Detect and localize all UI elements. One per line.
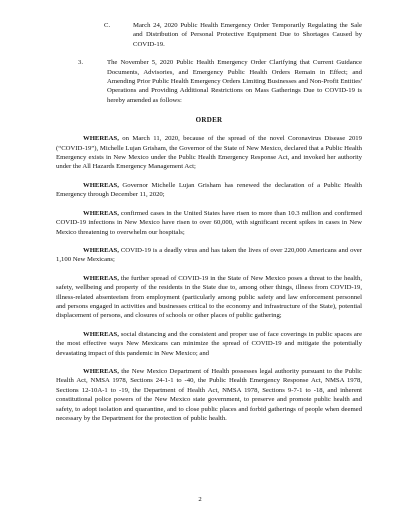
whereas-paragraph (56, 209, 362, 237)
list-item-3 (56, 58, 362, 105)
whereas-text: confirmed cases in the United States have risen to more than 10.3 million and confirmed COVID-19 infections in New Mexico have risen to over 60,000, with significant recent spikes in cases in New Mexico threatening to overwhelm our hospitals; (56, 209, 362, 236)
whereas-text: the New Mexico Department of Health possesses legal authority pursuant to the Public Health Act, NMSA 1978, Sections 24-1-1 to -40, the Public Health Emergency Response Act, NMSA 1978, Sections 12-10A-1 to -19, the Department of Health Act, NMSA 1978, Sections 9-7-1 to -18, and inherent constitutional police powers of the New Mexico state government, to preserve and promote public health and safety, to adopt isolation and quarantine, and to close public places and forbid gatherings of people when deemed necessary by the Department for the protection of public health. (56, 367, 362, 422)
list-item-number: 3. (77, 59, 83, 67)
whereas-lead: WHEREAS, (83, 367, 119, 375)
whereas-paragraph (56, 274, 362, 321)
page-number: 2 (198, 496, 202, 503)
whereas-text: COVID-19 is a deadly virus and has taken the lives of over 220,000 Americans and over 1,100 New Mexicans; (56, 246, 362, 264)
whereas-paragraph (56, 367, 362, 423)
whereas-lead: WHEREAS, (83, 274, 119, 282)
whereas-text: Governor Michelle Lujan Grisham has renewed the declaration of a Public Health Emergency through December 11, 2020; (56, 181, 363, 199)
whereas-lead: WHEREAS, (83, 246, 119, 254)
whereas-text: the further spread of COVID-19 in the State of New Mexico poses a threat to the health, safety, wellbeing and property of the residents in the State due to, among other things, illness from COVID-19, illness-related absenteeism from employment (particularly among public safety and law enforcement personnel and persons engaged in activities and businesses critical to the economy and infrastructure of the State), potential displacement of persons, and closures of schools or other places of public gathering; (56, 274, 362, 320)
whereas-paragraph (56, 134, 362, 172)
list-item-text: March 24, 2020 Public Health Emergency Order Temporarily Regulating the Sale and Distribution of Personal Protective Equipment Due to Shortages Caused by COVID-19. (133, 22, 362, 48)
whereas-lead: WHEREAS, (83, 209, 119, 217)
whereas-lead: WHEREAS, (83, 181, 119, 189)
whereas-lead: WHEREAS, (83, 330, 119, 338)
list-item-label: C. (104, 22, 111, 29)
whereas-paragraph (56, 181, 362, 200)
whereas-lead: WHEREAS, (83, 135, 119, 143)
list-item-text: The November 5, 2020 Public Health Emergency Order Clarifying that Current Guidance Documents, Advisories, and Emergency Public Health Orders Remain in Effect; and Amending Prior Public Health Emergency Orders Limiting Businesses and Non-Profit Entities' Operations and Providing Additional Restrictions on Mass Gatherings Due to COVID-19 is hereby amended as follows: (107, 59, 362, 104)
whereas-text: social distancing and the consistent and proper use of face coverings in public spaces are the most effective ways New Mexicans can minimize the spread of COVID-19 and mitigate the potentially devastating impact of this pandemic in New Mexico; and (56, 330, 363, 357)
whereas-paragraph (56, 246, 362, 265)
whereas-text: on March 11, 2020, because of the spread of the novel Coronavirus Disease 2019 (“COVID-19”), Michelle Lujan Grisham, the Governor of the State of New Mexico, declared that a Public Health Emergency exists in New Mexico under the Public Health Emergency Response Act, and invoked her authority under the All Hazards Emergency Management Act; (56, 135, 362, 171)
order-heading: ORDER (195, 116, 223, 125)
whereas-paragraph (56, 330, 362, 358)
list-item-c (56, 21, 362, 49)
